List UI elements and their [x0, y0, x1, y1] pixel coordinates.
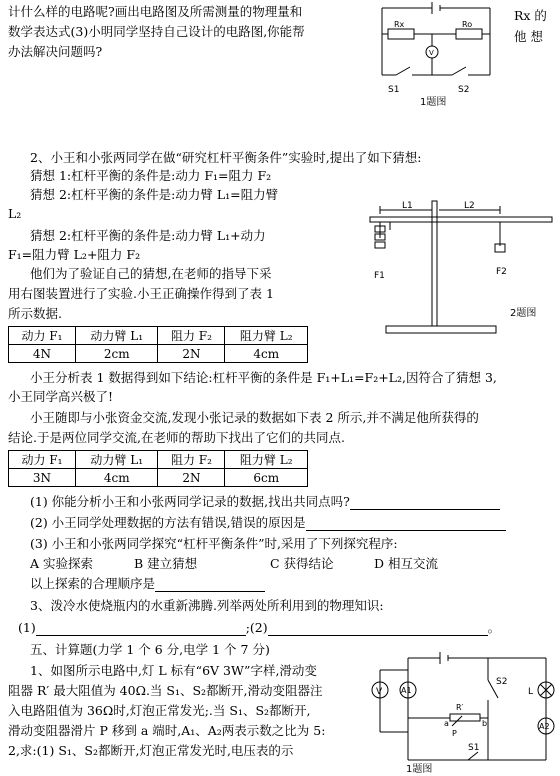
table-cell: 6cm [225, 469, 308, 487]
label-ro: Ro [462, 20, 473, 29]
label-s2: S2 [496, 677, 508, 687]
problem-line: 入电路阻值为 36Ω时,灯泡正常发光;.当 S₁、S₂都断开, [8, 703, 311, 718]
label-l1: L1 [402, 201, 413, 211]
table-header: 阻力臂 L₂ [225, 327, 308, 345]
label-s1: S1 [388, 85, 400, 95]
label-r: R′ [456, 703, 464, 712]
paragraph-line: 小王随即与小张资金交流,发现小张记录的数据如下表 2 所示,并不满足他所获得的 [30, 410, 479, 425]
table-cell: 2N [158, 345, 225, 363]
table-header: 阻力臂 L₂ [225, 451, 308, 469]
label-rx: Rx [394, 20, 405, 29]
label-v: V [429, 49, 434, 57]
question-3-answers [18, 620, 500, 636]
paragraph-line: 结论.于是两位同学交流,在老师的帮助下找出了它们的共同点. [8, 430, 345, 445]
text-line: 计什么样的电路呢?画出电路图及所需测量的物理量和 [8, 4, 303, 19]
answer-blank[interactable] [306, 518, 506, 531]
circuit-diagram-3 [368, 650, 556, 774]
table-header: 动力 F₁ [9, 451, 76, 469]
answer-blank[interactable] [268, 623, 488, 636]
text-line: 办法解决问题吗? [8, 44, 103, 59]
answer-blank[interactable] [36, 623, 246, 636]
section-title: 五、计算题(力学 1 个 6 分,电学 1 个 7 分) [30, 642, 270, 657]
table-cell: 4cm [225, 345, 308, 363]
label-a2: A2 [539, 722, 550, 731]
guess-2: 猜想 2:杠杆平衡的条件是:动力臂 L₁=阻力臂 [30, 187, 279, 202]
question-intro: 2、小王和小张两同学在做“研究杠杆平衡条件”实验时,提出了如下猜想: [30, 150, 422, 165]
figure-caption: 1题图 [406, 764, 433, 774]
circuit-diagram-1 [370, 0, 500, 108]
paragraph-line: 用右图装置进行了实验.小王正确操作得到了表 1 [8, 286, 274, 301]
text-line: 数学表达式(3)小明同学坚持自己设计的电路图,你能帮 [8, 24, 305, 39]
lever-diagram [366, 196, 556, 342]
problem-line: 2,求:(1) S₁、S₂都断开,灯泡正常发光时,电压表的示 [8, 743, 294, 758]
label-l2: L2 [464, 201, 475, 211]
table-cell: 4N [9, 345, 76, 363]
table-cell: 2N [158, 469, 225, 487]
label-l: L [528, 687, 534, 697]
guess-1: 猜想 1:杠杆平衡的条件是:动力 F₁=阻力 F₂ [30, 168, 272, 183]
guess-3: 猜想 2:杠杆平衡的条件是:动力臂 L₁+动力 [30, 228, 266, 243]
label-s2: S2 [458, 85, 470, 95]
problem-line: 阻器 R′ 最大阻值为 40Ω.当 S₁、S₂都断开,滑动变阻器注 [8, 683, 323, 698]
answer-blank[interactable] [155, 579, 265, 592]
table-cell: 4cm [75, 469, 158, 487]
answer-label: ;(2) [245, 620, 268, 635]
option-c: C 获得结论 [270, 556, 334, 571]
table-header: 动力臂 L₁ [75, 451, 158, 469]
option-b: B 建立猜想 [134, 556, 198, 571]
guess-3-cont: F₁=阻力臂 L₂+阻力 F₂ [8, 247, 141, 262]
sub-question-text: (1) 你能分析小王和小张两同学记录的数据,找出共同点吗? [30, 494, 350, 509]
problem-line: 滑动变阻器滑片 P 移到 a 端时,A₁、A₂两表示数之比为 5: [8, 723, 326, 738]
problem-line: 1、如图所示电路中,灯 L 标有“6V 3W”字样,滑动变 [30, 663, 317, 678]
order-text: 以上探索的合理顺序是 [30, 576, 156, 591]
label-f2: F2 [496, 267, 507, 277]
sub-question-1 [30, 494, 500, 510]
table-header: 动力 F₁ [9, 327, 76, 345]
paragraph-line: 小王分析表 1 数据得到如下结论:杠杆平衡的条件是 F₁+L₁=F₂+L₂,因符合了猜想 3, [30, 370, 497, 385]
label-v: V [376, 687, 383, 697]
figure-caption: 2题图 [510, 308, 537, 319]
sub-question-3: (3) 小王和小张两同学探究“杠杆平衡条件”时,采用了下列探究程序: [30, 536, 398, 551]
label-s1: S1 [468, 743, 480, 753]
answer-end: 。 [487, 620, 501, 635]
label-a: a [444, 719, 449, 728]
sub-question-text: (2) 小王同学处理数据的方法有错误,错误的原因是 [30, 515, 306, 530]
label-b: b [482, 719, 488, 728]
table-header: 动力臂 L₁ [75, 327, 158, 345]
label-p: P [452, 729, 457, 738]
answer-blank[interactable] [350, 497, 500, 510]
paragraph-line: 他们为了验证自己的猜想,在老师的指导下采 [30, 266, 272, 281]
data-table-1 [8, 326, 308, 363]
side-text: Rx 的 [514, 8, 547, 23]
label-f1: F1 [374, 271, 385, 281]
question-3: 3、泼冷水使烧瓶内的水重新沸腾.列举两处所利用到的物理知识: [30, 598, 384, 613]
table-header: 阻力 F₂ [158, 327, 225, 345]
label-a1: A1 [401, 686, 412, 695]
data-table-2 [8, 450, 308, 487]
option-d: D 相互交流 [374, 556, 438, 571]
table-cell: 3N [9, 469, 76, 487]
paragraph-line: 小王同学高兴极了! [8, 389, 114, 404]
figure-caption: 1题图 [420, 97, 447, 108]
order-question [30, 576, 265, 592]
side-text: 他 想 [514, 29, 543, 44]
table-cell: 2cm [75, 345, 158, 363]
paragraph-line: 所示数据. [8, 306, 62, 321]
table-header: 阻力 F₂ [158, 451, 225, 469]
sub-question-2 [30, 515, 506, 531]
option-a: A 实验探索 [30, 556, 94, 571]
answer-label: (1) [18, 620, 36, 635]
guess-2-cont: L₂ [8, 206, 22, 221]
